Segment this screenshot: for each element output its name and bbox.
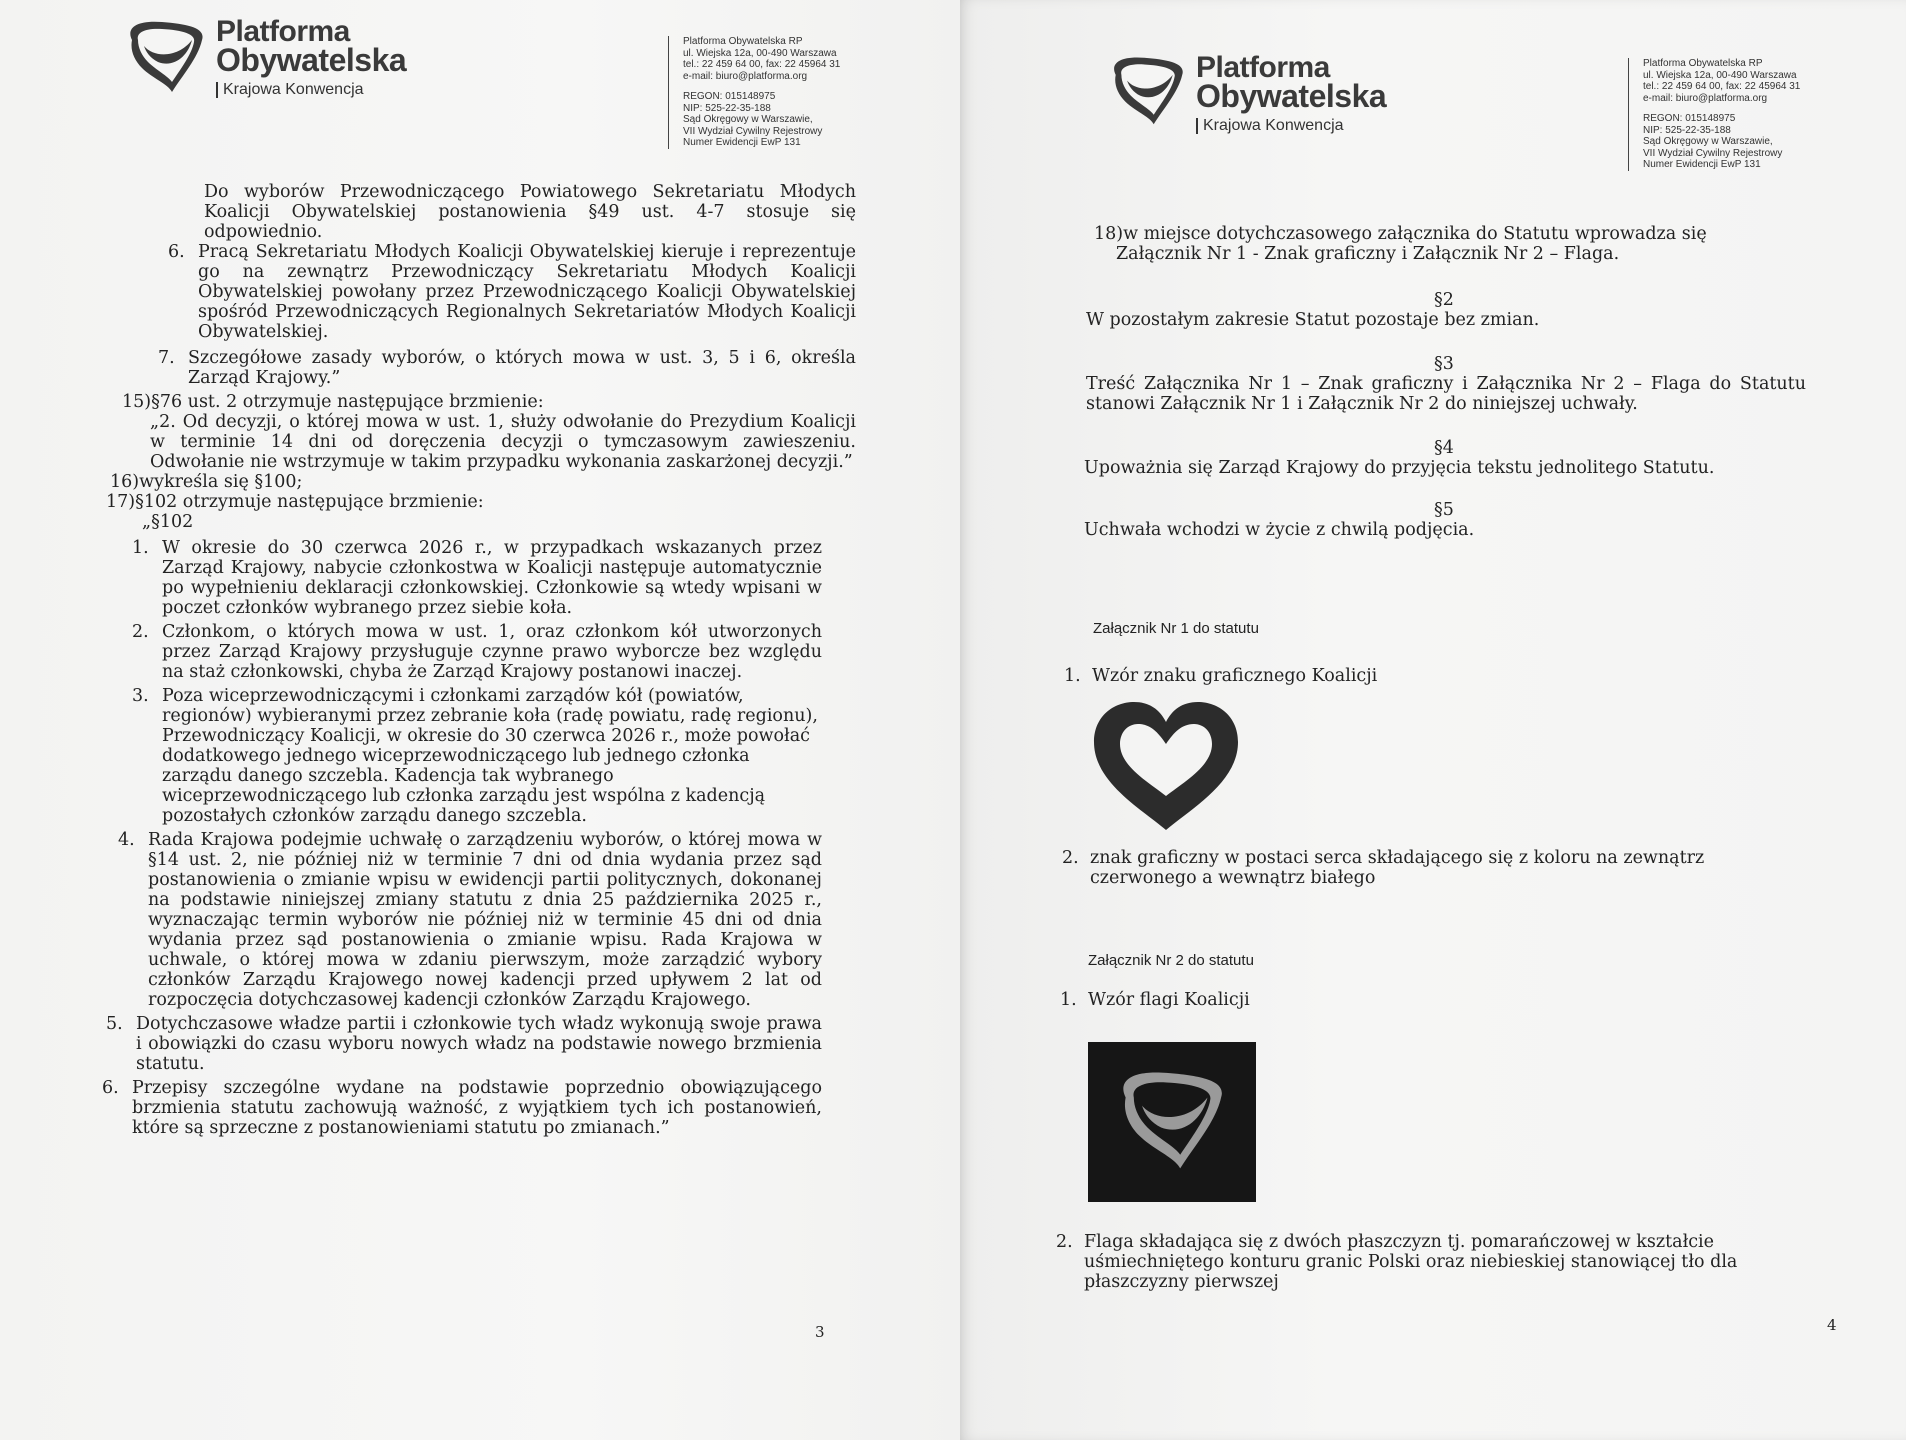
point-16: 16)wykreśla się §100; bbox=[110, 472, 303, 492]
section-3-heading: §3 bbox=[1434, 354, 1454, 374]
attachment-1-title: Załącznik Nr 1 do statutu bbox=[1093, 620, 1259, 637]
list-text: Rada Krajowa podejmie uchwałę o zarządzeniu wyborów, o której mowa w §14 ust. 2, nie później niż w terminie 7 dni od dnia wydania przez sąd postanowienia o zmianie wpisu w ewidencji partii politycznych, dokonanej na podstawie niniejszej zmiany statutu z dnia 25 października 2025 r., wyznaczając termin wyborów nie później niż w terminie 45 dni od dnia wydania przez sąd postanowienia o zmianie wpisu. Rada Krajowa w uchwale, o której mowa w zdaniu pierwszym, może zarządzić wybory członków Zarządu Krajowego nowej kadencji przed upływem 2 lat od rozpoczęcia dotychczasowej kadencji członków Zarządu Krajowego. bbox=[148, 830, 822, 1010]
party-logo bbox=[1106, 51, 1387, 134]
contact-line: Platforma Obywatelska RP bbox=[683, 36, 803, 47]
list-number: 5. bbox=[106, 1014, 123, 1034]
registry-line: REGON: 015148975 bbox=[1643, 113, 1736, 124]
section-2-heading: §2 bbox=[1434, 290, 1454, 310]
party-logo-icon bbox=[1106, 54, 1190, 130]
list-number: 1. bbox=[132, 538, 149, 558]
list-number: 2. bbox=[1056, 1232, 1073, 1252]
contact-line: e-mail: biuro@platforma.org bbox=[1643, 92, 1768, 104]
left-page-text bbox=[96, 182, 856, 1138]
contact-line: ul. Wiejska 12a, 00-490 Warszawa bbox=[683, 47, 837, 59]
list-number: 2. bbox=[1062, 848, 1079, 868]
contact-line: e-mail: biuro@platforma.org bbox=[683, 70, 808, 82]
heart-logo-icon bbox=[1090, 700, 1242, 832]
registry-line: Numer Ewidencji EwP 131 bbox=[1643, 159, 1761, 170]
list-number: 3. bbox=[132, 686, 149, 706]
logo-line2: Obywatelska bbox=[1196, 78, 1387, 114]
page-4 bbox=[960, 0, 1906, 1440]
contact-block bbox=[1628, 58, 1800, 171]
list-number: 6. bbox=[168, 242, 185, 262]
logo-line1: Platforma bbox=[216, 15, 350, 48]
registry-line: Numer Ewidencji EwP 131 bbox=[683, 137, 801, 148]
section-5-heading: §5 bbox=[1434, 500, 1454, 520]
list-text: Przepisy szczególne wydane na podstawie poprzednio obowiązującego brzmienia statutu zachowują ważność, z wyjątkiem tych ich postanowień, które są sprzeczne z postanowieniami statutu po zmianach.” bbox=[132, 1078, 822, 1138]
contact-line: ul. Wiejska 12a, 00-490 Warszawa bbox=[1643, 69, 1797, 81]
list-text: Członkom, o których mowa w ust. 1, oraz członkom kół utworzonych przez Zarząd Krajowy przysługuje czynne prawo wyborcze bez względu na staż członkowski, chyba że Zarząd Krajowy postanowi inaczej. bbox=[162, 622, 822, 682]
list-number: 4. bbox=[118, 830, 135, 850]
list-text: Wzór znaku graficznego Koalicji bbox=[1092, 666, 1378, 686]
list-item bbox=[168, 242, 856, 342]
contact-line: tel.: 22 459 64 00, fax: 22 45964 31 bbox=[683, 59, 841, 70]
point-17-heading: „§102 bbox=[142, 512, 194, 532]
flag-image bbox=[1088, 1042, 1256, 1202]
right-page-text bbox=[1084, 224, 1806, 540]
section-102-list bbox=[102, 538, 822, 1138]
list-text: znak graficzny w postaci serca składającego się z koloru na zewnątrz czerwonego a wewnątrz białego bbox=[1090, 848, 1705, 888]
list-text: Poza wiceprzewodniczącymi i członkami zarządów kół (powiatów, regionów) wybieranymi przez zebranie koła (radę powiatu, radę regionu), Przewodniczący Koalicji, w okresie do 30 czerwca 2026 r., może powołać dodatkowego jednego wiceprzewodniczącego lub jednego członka zarządu danego szczebla. Kadencja tak wybranego wiceprzewodniczącego lub członka zarządu jest wspólna z kadencją pozostałych członków zarządu danego szczebla. bbox=[162, 686, 818, 826]
list-item bbox=[106, 1014, 822, 1074]
list-number: 1. bbox=[1064, 666, 1081, 686]
list-text: Flaga składająca się z dwóch płaszczyzn tj. pomarańczowej w kształcie uśmiechniętego konturu granic Polski oraz niebieskiej stanowiącej tło dla płaszczyzny pierwszej bbox=[1084, 1232, 1738, 1292]
logo-subtitle: Krajowa Konwencja bbox=[1196, 118, 1386, 134]
point-18: 18)w miejsce dotychczasowego załącznika do Statutu wprowadza się Załącznik Nr 1 - Znak graficzny i Załącznik Nr 2 – Flaga. bbox=[1094, 224, 1707, 264]
point-15-text: „2. Od decyzji, o której mowa w ust. 1, służy odwołanie do Prezydium Koalicji w terminie 14 dni od doręczenia decyzji o tymczasowym zawieszeniu. Odwołanie nie wstrzymuje w takim przypadku wykonania zaskarżonej decyzji.” bbox=[150, 412, 856, 472]
list-text: Szczegółowe zasady wyborów, o których mowa w ust. 3, 5 i 6, określa Zarząd Krajowy.” bbox=[188, 348, 856, 388]
section-3-text: Treść Załącznika Nr 1 – Znak graficzny i Załącznika Nr 2 – Flaga do Statutu stanowi Załącznik Nr 1 i Załącznik Nr 2 do niniejszej uchwały. bbox=[1086, 374, 1806, 414]
section-2-text: W pozostałym zakresie Statut pozostaje bez zmian. bbox=[1086, 310, 1540, 330]
list-item bbox=[132, 686, 822, 826]
list-number: 1. bbox=[1060, 990, 1077, 1010]
page-number: 4 bbox=[1827, 1316, 1837, 1334]
party-logo bbox=[122, 15, 407, 98]
registry-line: REGON: 015148975 bbox=[683, 91, 776, 102]
section-5-text: Uchwała wchodzi w życie z chwilą podjęcia. bbox=[1084, 520, 1475, 540]
list-item bbox=[118, 830, 822, 1010]
point-15: 15)§76 ust. 2 otrzymuje następujące brzmienie: bbox=[122, 392, 544, 412]
list-text: Dotychczasowe władze partii i członkowie tych władz wykonują swoje prawa i obowiązki do czasu wyboru nowych władz na podstawie nowego brzmienia statutu. bbox=[136, 1014, 822, 1074]
list-item bbox=[132, 538, 822, 618]
section-4-text: Upoważnia się Zarząd Krajowy do przyjęcia tekstu jednolitego Statutu. bbox=[1084, 458, 1715, 478]
attachment-2-title: Załącznik Nr 2 do statutu bbox=[1088, 952, 1254, 969]
list-item bbox=[1062, 848, 1782, 888]
flag-logo-icon bbox=[1112, 1066, 1232, 1178]
contact-line: Platforma Obywatelska RP bbox=[1643, 58, 1763, 69]
list-text: W okresie do 30 czerwca 2026 r., w przypadkach wskazanych przez Zarząd Krajowy, nabycie członkostwa w Koalicji następuje automatycznie po wypełnieniu deklaracji członkowskiej. Członkowie są wtedy wpisani w poczet członków wybranego przez siebie koła. bbox=[162, 538, 822, 618]
registry-line: Sąd Okręgowy w Warszawie, bbox=[683, 114, 813, 125]
registry-line: NIP: 525-22-35-188 bbox=[683, 102, 771, 114]
registry-line: Sąd Okręgowy w Warszawie, bbox=[1643, 136, 1773, 147]
registry-line: VII Wydział Cywilny Rejestrowy bbox=[1643, 147, 1783, 159]
list-text: Wzór flagi Koalicji bbox=[1088, 990, 1250, 1010]
logo-subtitle: Krajowa Konwencja bbox=[216, 82, 406, 98]
party-logo-icon bbox=[122, 18, 210, 98]
registry-line: VII Wydział Cywilny Rejestrowy bbox=[683, 125, 823, 137]
registry-line: NIP: 525-22-35-188 bbox=[1643, 124, 1731, 136]
list-number: 6. bbox=[102, 1078, 119, 1098]
list-item bbox=[1060, 990, 1660, 1010]
intro-paragraph: Do wyborów Przewodniczącego Powiatowego Sekretariatu Młodych Koalicji Obywatelskiej postanowienia §49 ust. 4-7 stosuje się odpowiednio. bbox=[204, 182, 856, 242]
list-item bbox=[1056, 1232, 1786, 1292]
contact-block bbox=[668, 36, 840, 149]
section-4-heading: §4 bbox=[1434, 438, 1454, 458]
list-number: 7. bbox=[158, 348, 175, 368]
logo-line1: Platforma bbox=[1196, 51, 1330, 84]
page-number: 3 bbox=[815, 1323, 825, 1341]
list-number: 2. bbox=[132, 622, 149, 642]
contact-line: tel.: 22 459 64 00, fax: 22 45964 31 bbox=[1643, 81, 1801, 92]
list-item bbox=[132, 622, 822, 682]
point-17: 17)§102 otrzymuje następujące brzmienie: bbox=[106, 492, 484, 512]
list-text: Pracą Sekretariatu Młodych Koalicji Obywatelskiej kieruje i reprezentuje go na zewnątrz Przewodniczący Sekretariatu Młodych Koalicji Obywatelskiej powołany przez Przewodniczącego Koalicji Obywatelskiej spośród Przewodniczących Regionalnych Sekretariatów Młodych Koalicji Obywatelskiej. bbox=[198, 242, 856, 342]
logo-line2: Obywatelska bbox=[216, 42, 407, 78]
list-item bbox=[158, 348, 856, 388]
list-item bbox=[1064, 666, 1664, 686]
list-item bbox=[102, 1078, 822, 1138]
